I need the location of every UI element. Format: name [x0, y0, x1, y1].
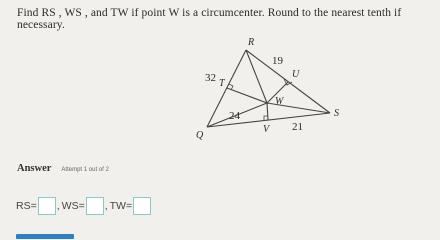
label-s: S — [334, 108, 339, 119]
submit-button[interactable] — [16, 234, 74, 239]
ws-field-group — [62, 197, 110, 215]
equals-sign: = — [78, 200, 85, 212]
answer-header — [17, 163, 109, 174]
ws-input[interactable] — [86, 197, 104, 215]
label-v: V — [263, 124, 270, 135]
measure-qw: 24 — [229, 110, 240, 122]
label-r: R — [248, 37, 255, 48]
answer-label: Answer — [17, 163, 52, 174]
label-w: W — [275, 96, 284, 107]
bisector-vw — [267, 103, 268, 120]
equals-sign: = — [30, 200, 37, 212]
separator: , — [104, 200, 108, 212]
answer-inputs — [16, 197, 152, 215]
side-qr — [207, 50, 246, 127]
measure-ru: 19 — [272, 55, 283, 67]
label-u: U — [292, 69, 300, 80]
label-t: T — [219, 78, 225, 89]
rs-field-group — [16, 197, 62, 215]
separator: , — [56, 200, 60, 212]
tw-field-group — [110, 197, 152, 215]
measure-rt: 32 — [205, 72, 216, 84]
bisector-tw — [227, 88, 267, 103]
attempt-counter: Attempt 1 out of 2 — [61, 167, 109, 173]
question-text: Find RS , WS , and TW if point W is a circumcenter. Round to the nearest tenth if necessary. — [17, 7, 402, 31]
rs-input[interactable] — [38, 197, 56, 215]
rs-label: RS — [16, 200, 31, 212]
label-q: Q — [196, 130, 204, 141]
measure-vs: 21 — [292, 121, 303, 133]
equals-sign: = — [125, 200, 133, 212]
tw-label: TW — [109, 200, 126, 212]
ws-label: WS — [61, 200, 79, 212]
tw-input[interactable] — [133, 197, 151, 215]
